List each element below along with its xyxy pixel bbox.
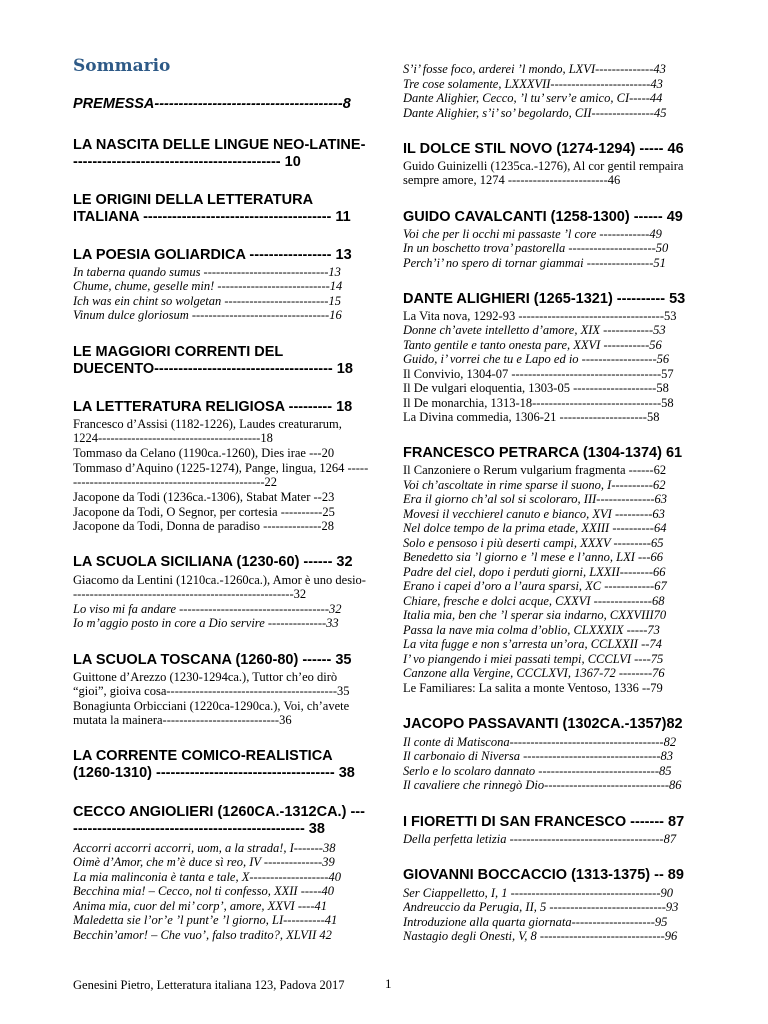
- toc-heading[interactable]: JACOPO PASSAVANTI (1302CA.-1357)82: [403, 716, 683, 732]
- toc-entry[interactable]: Anima mia, cuor del mi’ corp’, amore, XXVI ----41: [73, 899, 327, 913]
- toc-heading[interactable]: FRANCESCO PETRARCA (1304-1374) 61: [403, 445, 683, 461]
- toc-entry[interactable]: Tre cose solamente, LXXXVII------------------------43: [403, 77, 663, 91]
- page-number: 1: [385, 976, 392, 991]
- toc-heading[interactable]: LA POESIA GOLIARDICA ----------------- 13: [73, 247, 352, 263]
- toc-entry[interactable]: Tanto gentile e tanto onesta pare, XXVI -----------56: [403, 338, 662, 352]
- toc-heading[interactable]: GUIDO CAVALCANTI (1258-1300) ------ 49: [403, 209, 683, 225]
- toc-entry[interactable]: Chiare, fresche e dolci acque, CXXVI --------------68: [403, 594, 665, 608]
- toc-entry[interactable]: Il conte di Matiscona-------------------------------------82: [403, 735, 677, 749]
- toc-entry[interactable]: Voi ch’ascoltate in rime sparse il suono, I----------62: [403, 478, 666, 492]
- toc-entry[interactable]: Donne ch’avete intelletto d’amore, XIX ------------53: [403, 323, 666, 337]
- toc-entry[interactable]: Il Convivio, 1304-07 ------------------------------------57: [403, 367, 674, 381]
- toc-entry[interactable]: Movesi il vecchierel canuto e bianco, XVI ---------63: [403, 507, 665, 521]
- toc-entry[interactable]: Dante Alighier, s’i’ so’ begolardo, CII---------------45: [403, 106, 667, 120]
- toc-entry[interactable]: Canzone alla Vergine, CCCLXVI, 1367-72 --------76: [403, 666, 665, 680]
- toc-entry[interactable]: Voi che per li occhi mi passaste ’l core ------------49: [403, 227, 662, 241]
- toc-entry[interactable]: Jacopone da Todi, Donna de paradiso --------------28: [73, 519, 334, 533]
- toc-entry[interactable]: Tommaso da Celano (1190ca.-1260), Dies irae ---20: [73, 446, 335, 460]
- toc-entry[interactable]: Il De monarchia, 1313-18-------------------------------58: [403, 396, 674, 410]
- toc-entry[interactable]: Jacopone da Todi, O Segnor, per cortesia ----------25: [73, 505, 335, 519]
- toc-entry[interactable]: Introduzione alla quarta giornata--------------------95: [403, 915, 668, 929]
- toc-heading[interactable]: IL DOLCE STIL NOVO (1274-1294) ----- 46: [403, 141, 684, 157]
- toc-entry[interactable]: In taberna quando sumus ------------------------------13: [73, 265, 341, 279]
- toc-entry[interactable]: Il carbonaio di Niversa ---------------------------------83: [403, 749, 673, 763]
- toc-heading[interactable]: DANTE ALIGHIERI (1265-1321) ---------- 53: [403, 291, 686, 307]
- toc-entry[interactable]: Guido Guinizelli (1235ca.-1276), Al cor gentil rempaira sempre amore, 1274 ------------------------46: [403, 159, 684, 187]
- toc-entry[interactable]: Dante Alighier, Cecco, ’l tu’ serv’e amico, CI-----44: [403, 91, 663, 105]
- toc-entry[interactable]: Io m’aggio posto in core a Dio servire --------------33: [73, 616, 339, 630]
- toc-entry[interactable]: Il Canzoniere o Rerum vulgarium fragmenta ------62: [403, 463, 667, 477]
- toc-entry[interactable]: In un boschetto trova’ pastorella ---------------------50: [403, 241, 669, 255]
- toc-entry[interactable]: Bonagiunta Orbicciani (1220ca-1290ca.), Voi, ch’avete mutata la mainera----------------------------36: [73, 699, 350, 727]
- toc-entry[interactable]: La Divina commedia, 1306-21 ---------------------58: [403, 410, 660, 424]
- toc-entry[interactable]: Accorri accorri accorri, uom, a la strada!, I-------38: [73, 841, 336, 855]
- toc-heading[interactable]: GIOVANNI BOCCACCIO (1313-1375) -- 89: [403, 867, 684, 883]
- toc-entry[interactable]: Perch’i’ no spero di tornar giammai ----------------51: [403, 256, 666, 270]
- toc-entry[interactable]: Jacopone da Todi (1236ca.-1306), Stabat Mater --23: [73, 490, 335, 504]
- toc-entry[interactable]: Ser Ciappelletto, I, 1 ------------------------------------90: [403, 886, 673, 900]
- toc-entry[interactable]: Padre del ciel, dopo i perduti giorni, LXXII--------66: [403, 565, 666, 579]
- page-footer: Genesini Pietro, Letteratura italiana 123, Padova 2017: [73, 978, 345, 992]
- toc-entry[interactable]: Il cavaliere che rinnegò Dio------------------------------86: [403, 778, 682, 792]
- toc-entry[interactable]: Chume, chume, geselle min! ---------------------------14: [73, 279, 343, 293]
- toc-entry[interactable]: Ich was ein chint so wolgetan -------------------------15: [73, 294, 341, 308]
- toc-entry[interactable]: La Vita nova, 1292-93 -----------------------------------53: [403, 309, 677, 323]
- toc-heading[interactable]: LA CORRENTE COMICO-REALISTICA (1260-1310) ------------------------------------- 38: [73, 748, 355, 781]
- toc-heading[interactable]: LE ORIGINI DELLA LETTERATURA ITALIANA --------------------------------------- 11: [73, 192, 351, 225]
- toc-entry[interactable]: Vinum dulce gloriosum ---------------------------------16: [73, 308, 342, 322]
- toc-entry[interactable]: Guittone d’Arezzo (1230-1294ca.), Tuttor ch’eo dirò “gioi”, gioiva cosa-----------------------------------------35: [73, 670, 350, 698]
- toc-entry[interactable]: La vita fugge e non s’arresta un’ora, CCLXXII --74: [403, 637, 662, 651]
- toc-heading[interactable]: PREMESSA---------------------------------------8: [73, 96, 351, 112]
- toc-entry[interactable]: La mia malinconia è tanta e tale, X-------------------40: [73, 870, 341, 884]
- toc-entry[interactable]: Italia mia, ben che ’l sperar sia indarno, CXXVIII70: [403, 608, 667, 622]
- toc-entry[interactable]: Becchin’amor! – Che vuo’, falso tradito?, XLVII 42: [73, 928, 332, 942]
- page-title: Sommario: [73, 56, 171, 76]
- toc-entry[interactable]: Benedetto sia ’l giorno e ’l mese e l’anno, LXI ---66: [403, 550, 664, 564]
- toc-entry[interactable]: Il De vulgari eloquentia, 1303-05 --------------------58: [403, 381, 669, 395]
- toc-entry[interactable]: Guido, i’ vorrei che tu e Lapo ed io ------------------56: [403, 352, 670, 366]
- toc-entry[interactable]: Becchina mia! – Cecco, nol ti confesso, XXII -----40: [73, 884, 335, 898]
- toc-heading[interactable]: LA SCUOLA SICILIANA (1230-60) ------ 32: [73, 554, 353, 570]
- toc-heading[interactable]: CECCO ANGIOLIERI (1260CA.-1312CA.) --------------------------------------------------- 38: [73, 804, 365, 837]
- toc-entry[interactable]: Erano i capei d’oro a l’aura sparsi, XC ------------67: [403, 579, 667, 593]
- toc-heading[interactable]: LA SCUOLA TOSCANA (1260-80) ------ 35: [73, 652, 352, 668]
- toc-entry[interactable]: Lo viso mi fa andare ------------------------------------32: [73, 602, 342, 616]
- toc-entry[interactable]: S’i’ fosse foco, arderei ’l mondo, LXVI--------------43: [403, 62, 666, 76]
- toc-entry[interactable]: Maledetta sie l’or’e ’l punt’e ’l giorno, LI----------41: [73, 913, 338, 927]
- toc-entry[interactable]: Nastagio degli Onesti, V, 8 ------------------------------96: [403, 929, 678, 943]
- toc-entry[interactable]: Solo e pensoso i più deserti campi, XXXV ---------65: [403, 536, 664, 550]
- toc-heading[interactable]: I FIORETTI DI SAN FRANCESCO ------- 87: [403, 814, 685, 830]
- toc-entry[interactable]: Giacomo da Lentini (1210ca.-1260ca.), Amor è uno desio------------------------------------------------------32: [73, 573, 366, 601]
- toc-entry[interactable]: Francesco d’Assisi (1182-1226), Laudes creaturarum, 1224---------------------------------------18: [73, 417, 342, 445]
- toc-entry[interactable]: Della perfetta letizia -------------------------------------87: [403, 832, 677, 846]
- toc-entry[interactable]: Andreuccio da Perugia, II, 5 ----------------------------93: [403, 900, 679, 914]
- toc-entry[interactable]: Oimè d’Amor, che m’è duce sì reo, IV --------------39: [73, 855, 335, 869]
- toc-heading[interactable]: LA NASCITA DELLE LINGUE NEO-LATINE-------------------------------------------- 10: [73, 137, 366, 170]
- toc-entry[interactable]: Era il giorno ch’al sol si scoloraro, III--------------63: [403, 492, 668, 506]
- toc-heading[interactable]: LE MAGGIORI CORRENTI DEL DUECENTO------------------------------------- 18: [73, 344, 353, 377]
- toc-entry[interactable]: Tommaso d’Aquino (1225-1274), Pange, lingua, 1264 ---------------------------------------------------22: [73, 461, 369, 489]
- toc-entry[interactable]: Passa la nave mia colma d’oblio, CLXXXIX -----73: [403, 623, 660, 637]
- toc-heading[interactable]: LA LETTERATURA RELIGIOSA --------- 18: [73, 399, 353, 415]
- toc-entry[interactable]: Nel dolce tempo de la prima etade, XXIII ----------64: [403, 521, 667, 535]
- toc-entry[interactable]: I’ vo piangendo i miei passati tempi, CCCLVI ----75: [403, 652, 664, 666]
- toc-entry[interactable]: Serlo e lo scolaro dannato -----------------------------85: [403, 764, 672, 778]
- toc-entry[interactable]: Le Familiares: La salita a monte Ventoso, 1336 --79: [403, 681, 663, 695]
